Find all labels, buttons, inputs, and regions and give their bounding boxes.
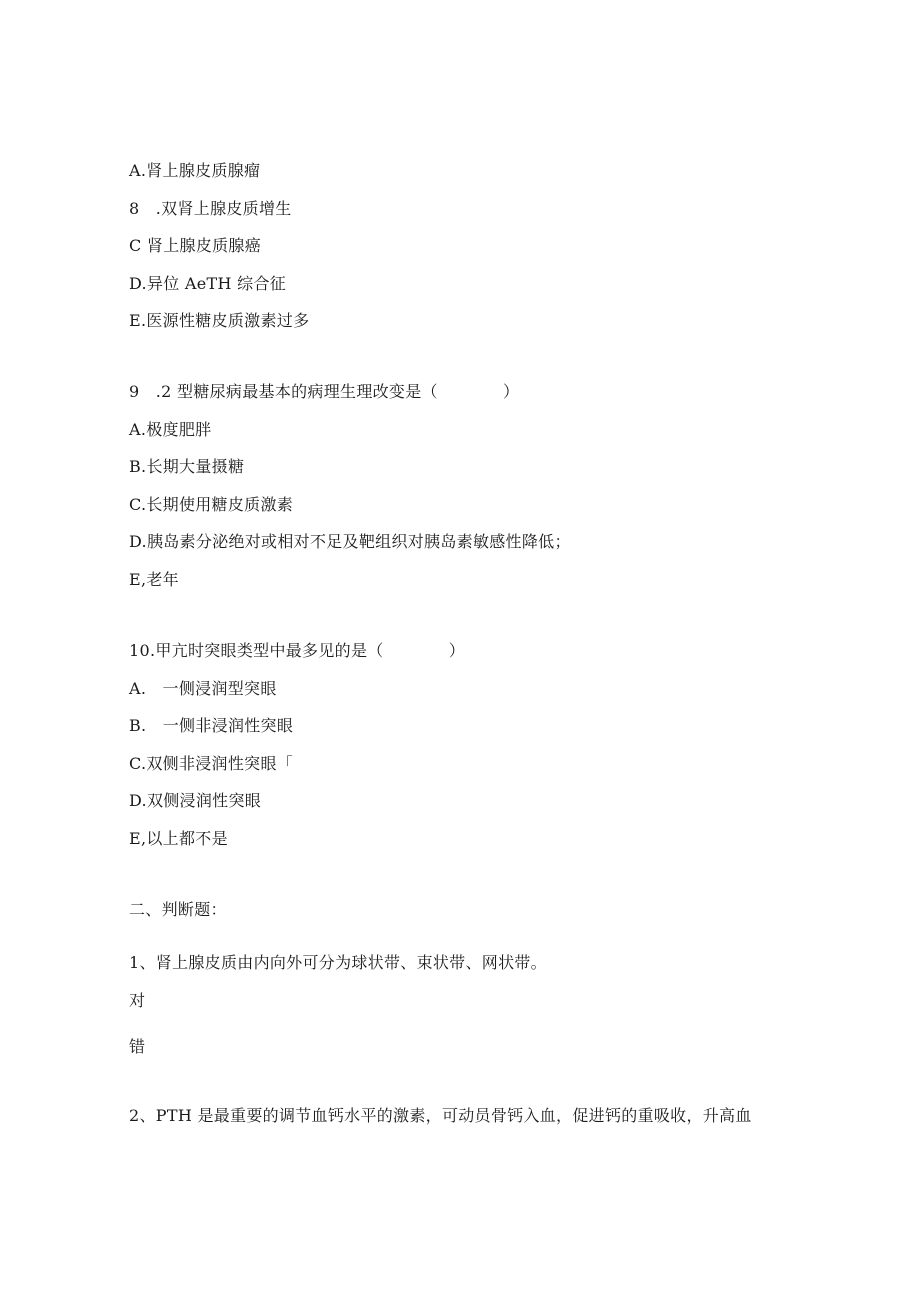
q10-stem: 10.甲亢时突眼类型中最多见的是（ ） — [129, 641, 466, 660]
q10-option-c: C.双侧非浸润性突眼「 — [129, 754, 294, 773]
judgment-2-stem: 2、PTH 是最重要的调节血钙水平的激素，可动员骨钙入血，促进钙的重吸收，升高血 — [129, 1106, 752, 1125]
q10-option-a: A. 一侧浸润型突眼 — [129, 679, 277, 698]
q8-option-b: 8 .双肾上腺皮质增生 — [129, 199, 292, 218]
q8-option-d: D.异位 AeTH 综合征 — [129, 274, 287, 293]
section-heading-judgment: 二、判断题： — [129, 900, 227, 919]
q9-option-e: E,老年 — [129, 570, 179, 589]
q9-option-a: A.极度肥胖 — [129, 420, 212, 439]
q8-option-a: A.肾上腺皮质腺瘤 — [129, 161, 261, 180]
judgment-1-option-false: 错 — [129, 1037, 146, 1056]
q9-stem: 9 .2 型糖尿病最基本的病理生理改变是（ ） — [129, 382, 520, 401]
q8-option-e: E.医源性糖皮质激素过多 — [129, 311, 310, 330]
q9-option-c: C.长期使用糖皮质激素 — [129, 495, 294, 514]
q8-option-c: C 肾上腺皮质腺癌 — [129, 236, 262, 255]
q10-option-b: B. 一侧非浸润性突眼 — [129, 716, 294, 735]
q9-option-d: D.胰岛素分泌绝对或相对不足及靶组织对胰岛素敏感性降低； — [129, 532, 571, 551]
judgment-1-option-true: 对 — [129, 991, 146, 1010]
q10-option-d: D.双侧浸润性突眼 — [129, 791, 262, 810]
judgment-1-stem: 1、肾上腺皮质由内向外可分为球状带、束状带、网状带。 — [129, 953, 547, 972]
q9-option-b: B.长期大量摄糖 — [129, 457, 245, 476]
q10-option-e: E,以上都不是 — [129, 829, 228, 848]
